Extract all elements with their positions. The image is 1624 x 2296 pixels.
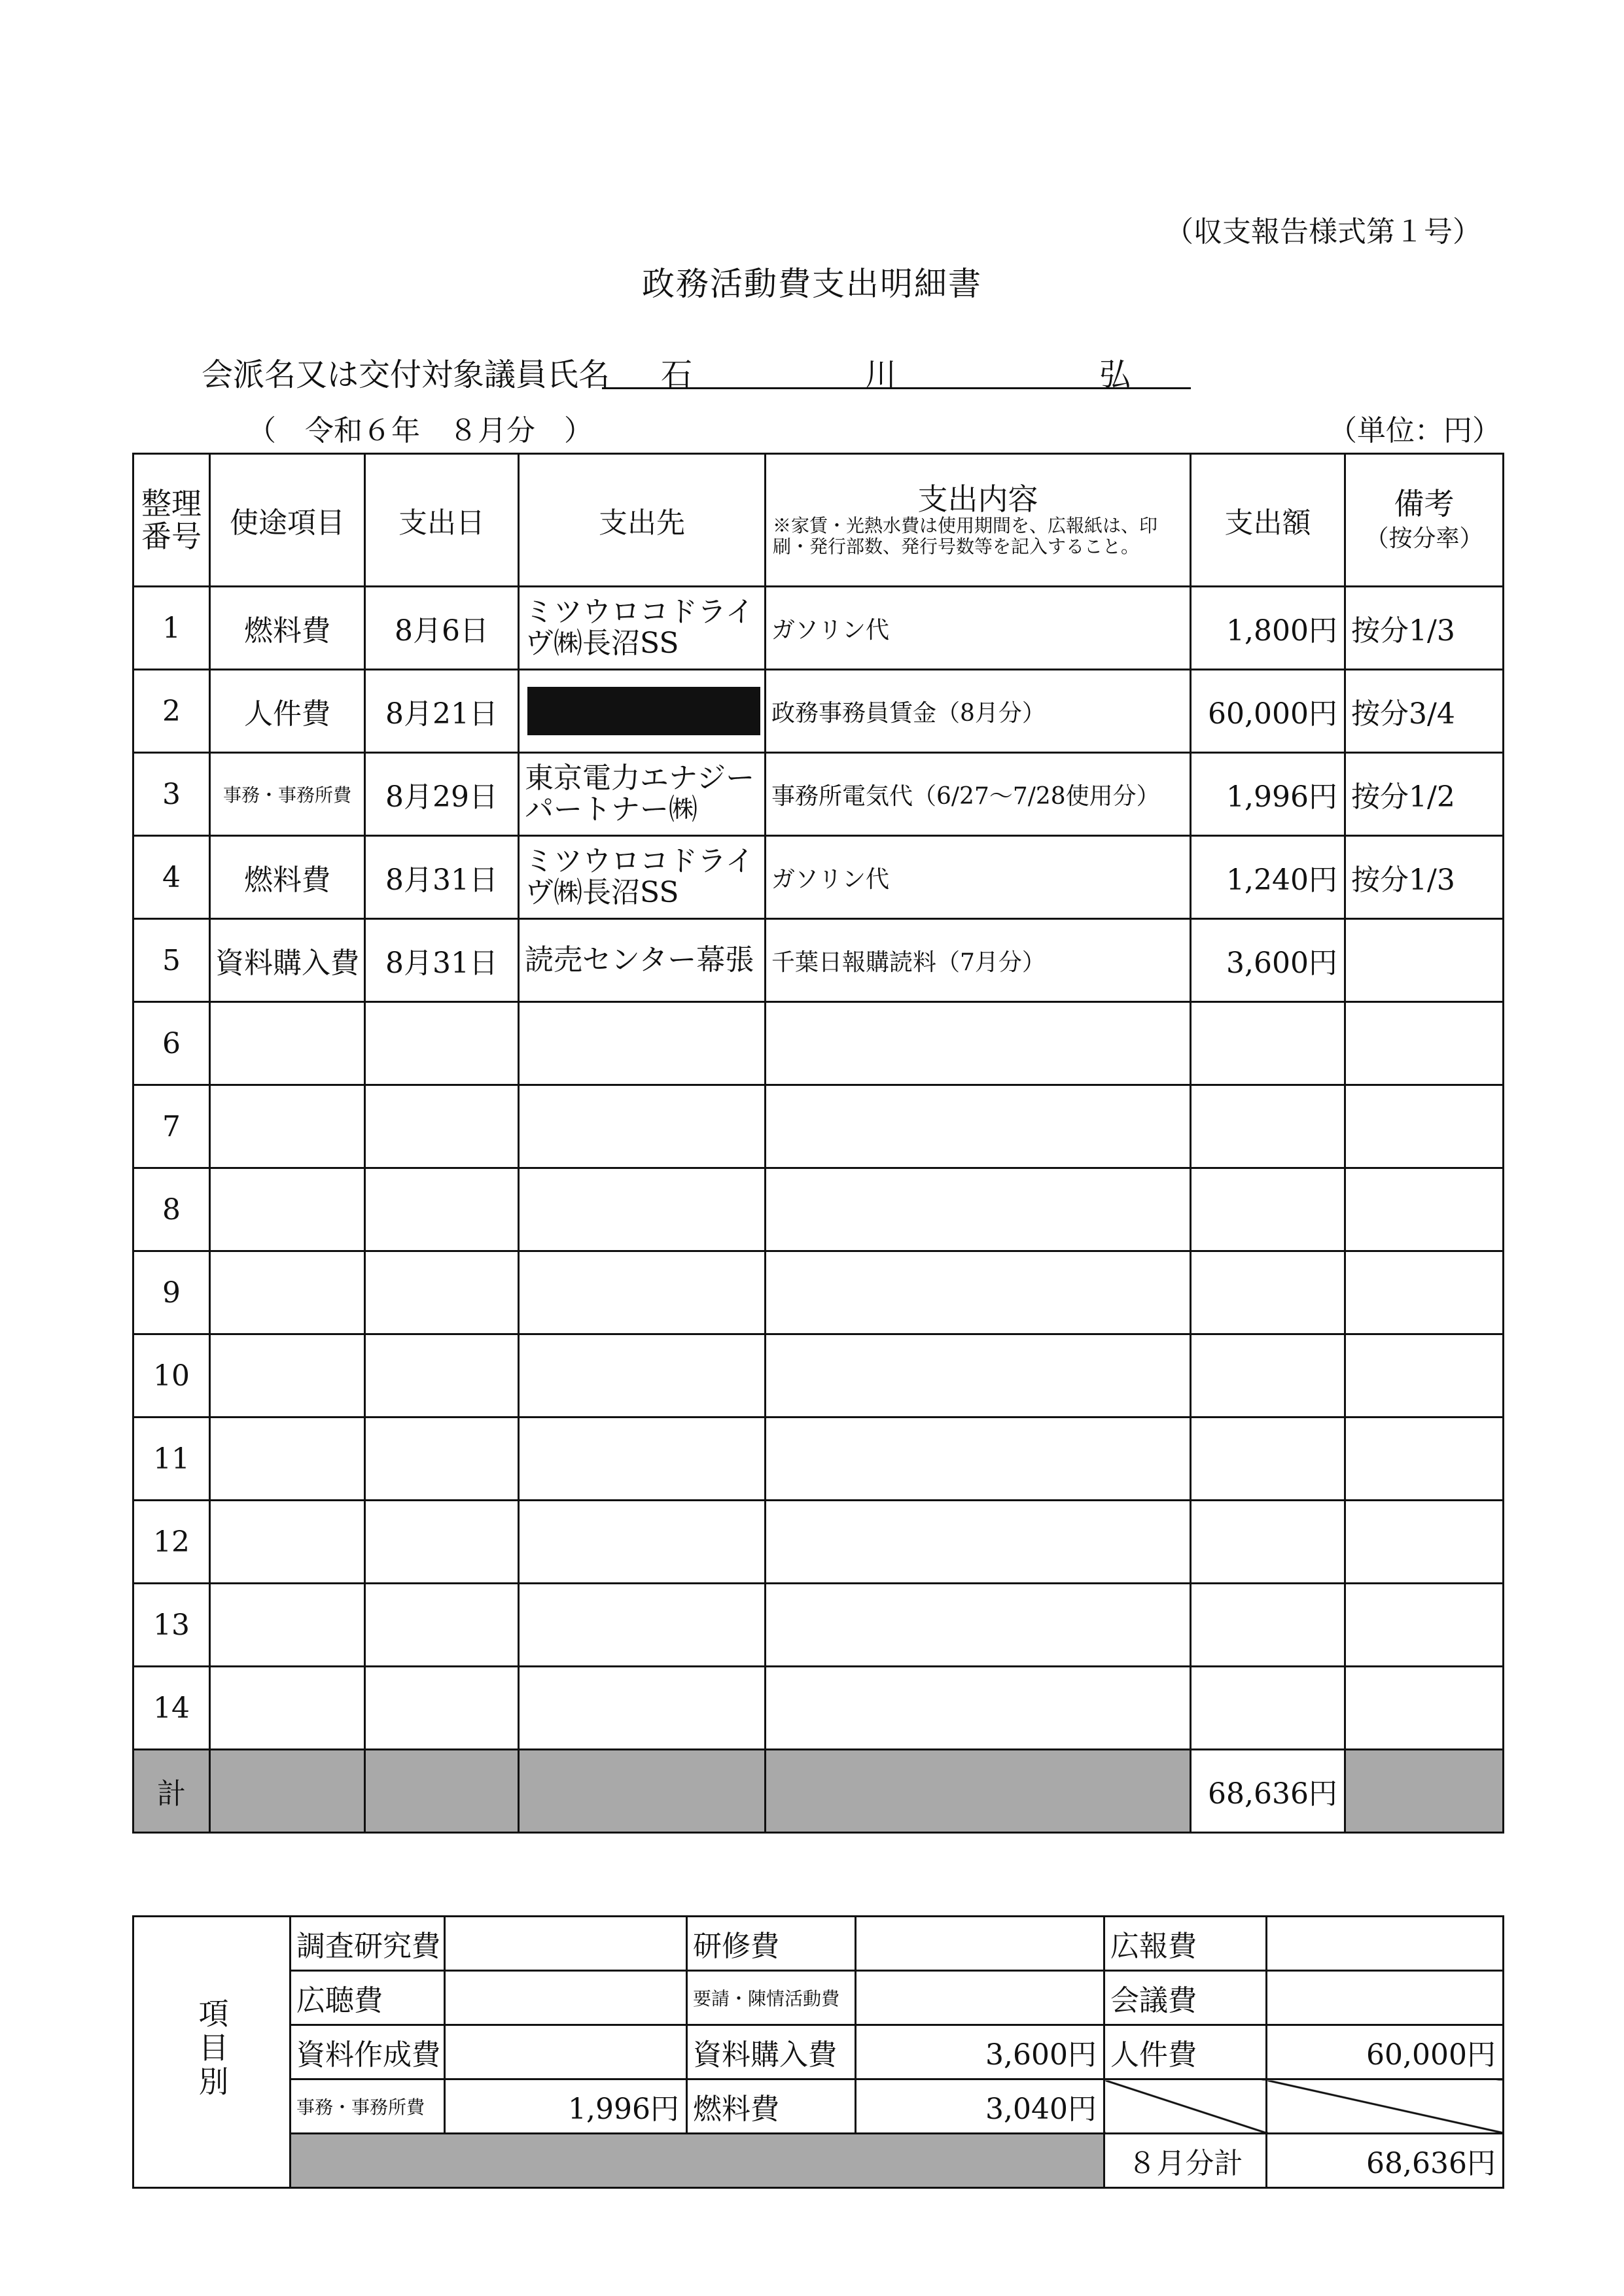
row-payee: 東京電力エナジーパートナー㈱: [519, 753, 766, 836]
row-payee: 読売センター幕張: [519, 919, 766, 1002]
table-row: [133, 753, 1504, 836]
row-number: 11: [133, 1418, 210, 1501]
header-date: 支出日: [365, 454, 519, 587]
row-number: 2: [133, 670, 210, 753]
row-content: ガソリン代: [766, 836, 1191, 919]
category-summary-table: [132, 1915, 1504, 2189]
summary-section-label: 項目別: [133, 1917, 291, 2188]
name-part-family-2: 川: [865, 357, 897, 393]
row-amount: 1,240円: [1191, 836, 1345, 919]
header-item: 使途項目: [210, 454, 365, 587]
summary-month-total-label: ８月分計: [1104, 2134, 1267, 2188]
table-row: [133, 1168, 1504, 1251]
row-remarks: 按分3/4: [1345, 670, 1504, 753]
summary-fuel-amount: 3,040円: [856, 2079, 1104, 2134]
row-number: 1: [133, 587, 210, 670]
summary-hearing-amount: [445, 1971, 687, 2025]
summary-office-label: 事務・事務所費: [291, 2079, 445, 2134]
summary-research-amount: [445, 1917, 687, 1971]
row-number: 14: [133, 1667, 210, 1750]
row-item: 燃料費: [210, 836, 365, 919]
summary-personnel-label: 人件費: [1104, 2025, 1267, 2079]
header-seq: 整理 番号: [133, 454, 210, 587]
row-content: 千葉日報購読料（7月分）: [766, 919, 1191, 1002]
summary-month-total: 68,636円: [1267, 2134, 1504, 2188]
row-number: 13: [133, 1584, 210, 1667]
header-remarks: 備考 （按分率）: [1345, 454, 1504, 587]
table-row: [133, 1002, 1504, 1085]
row-amount: 60,000円: [1191, 670, 1345, 753]
total-row: [133, 1750, 1504, 1833]
row-item: 事務・事務所費: [210, 753, 365, 836]
summary-meeting-label: 会議費: [1104, 1971, 1267, 2025]
row-number: 9: [133, 1251, 210, 1334]
summary-doc-purchase-label: 資料購入費: [687, 2025, 856, 2079]
table-row: [133, 836, 1504, 919]
page-title: 政務活動費支出明細書: [642, 265, 982, 303]
name-part-given: 弘: [1099, 357, 1131, 393]
table-row: [133, 1085, 1504, 1168]
row-amount: 1,996円: [1191, 753, 1345, 836]
row-date: 8月21日: [365, 670, 519, 753]
row-number: 7: [133, 1085, 210, 1168]
table-row: [133, 1584, 1504, 1667]
row-number: 6: [133, 1002, 210, 1085]
total-amount: 68,636円: [1191, 1750, 1345, 1833]
form-number: （収支報告様式第１号）: [1165, 215, 1481, 249]
summary-office-amount: 1,996円: [445, 2079, 687, 2134]
row-remarks: 按分1/3: [1345, 587, 1504, 670]
summary-pr-amount: [1267, 1917, 1504, 1971]
table-row: [133, 1667, 1504, 1750]
header-amount: 支出額: [1191, 454, 1345, 587]
summary-doc-creation-amount: [445, 2025, 687, 2079]
report-period: （ 令和６年 ８月分 ）: [247, 414, 593, 447]
row-number: 10: [133, 1334, 210, 1418]
summary-pr-label: 広報費: [1104, 1917, 1267, 1971]
row-item: 燃料費: [210, 587, 365, 670]
header-content: 支出内容 ※家賃・光熱水費は使用期間を、広報紙は、印刷・発行部数、発行号数等を記入すること。: [766, 454, 1191, 587]
row-content: 事務所電気代（6/27～7/28使用分）: [766, 753, 1191, 836]
summary-petition-label: 要請・陳情活動費: [687, 1971, 856, 2025]
total-label: 計: [133, 1750, 210, 1833]
row-number: 12: [133, 1501, 210, 1584]
row-remarks: 按分1/3: [1345, 836, 1504, 919]
row-item: 資料購入費: [210, 919, 365, 1002]
summary-research-label: 調査研究費: [291, 1917, 445, 1971]
table-row: [133, 1418, 1504, 1501]
row-number: 3: [133, 753, 210, 836]
table-header-row: [133, 454, 1504, 587]
summary-doc-purchase-amount: 3,600円: [856, 2025, 1104, 2079]
header-payee: 支出先: [519, 454, 766, 587]
name-part-family: 石: [661, 357, 693, 393]
summary-empty-slash: [1104, 2079, 1267, 2134]
row-content: 政務事務員賃金（8月分）: [766, 670, 1191, 753]
table-row: [133, 1334, 1504, 1418]
unit-label: （単位：円）: [1328, 414, 1501, 447]
summary-doc-creation-label: 資料作成費: [291, 2025, 445, 2079]
row-payee: ミツウロコドライヴ㈱長沼SS: [519, 587, 766, 670]
row-item: 人件費: [210, 670, 365, 753]
summary-training-amount: [856, 1917, 1104, 1971]
summary-personnel-amount: 60,000円: [1267, 2025, 1504, 2079]
summary-gray-fill: [291, 2134, 1104, 2188]
row-payee: [519, 670, 766, 753]
row-date: 8月31日: [365, 836, 519, 919]
summary-meeting-amount: [1267, 1971, 1504, 2025]
redacted-block: [527, 687, 760, 735]
table-row: [133, 919, 1504, 1002]
row-number: 8: [133, 1168, 210, 1251]
row-remarks: [1345, 919, 1504, 1002]
row-content: ガソリン代: [766, 587, 1191, 670]
row-date: 8月31日: [365, 919, 519, 1002]
row-payee: ミツウロコドライヴ㈱長沼SS: [519, 836, 766, 919]
summary-training-label: 研修費: [687, 1917, 856, 1971]
row-number: 5: [133, 919, 210, 1002]
table-row: [133, 1501, 1504, 1584]
summary-empty-slash: [1267, 2079, 1504, 2134]
name-underline: [602, 387, 1191, 389]
summary-hearing-label: 広聴費: [291, 1971, 445, 2025]
table-row: [133, 670, 1504, 753]
row-number: 4: [133, 836, 210, 919]
summary-fuel-label: 燃料費: [687, 2079, 856, 2134]
row-remarks: 按分1/2: [1345, 753, 1504, 836]
expense-table: [132, 453, 1504, 1834]
table-row: [133, 1251, 1504, 1334]
name-label: 会派名又は交付対象議員氏名: [202, 357, 610, 393]
row-date: 8月6日: [365, 587, 519, 670]
table-row: [133, 587, 1504, 670]
row-amount: 3,600円: [1191, 919, 1345, 1002]
summary-petition-amount: [856, 1971, 1104, 2025]
row-date: 8月29日: [365, 753, 519, 836]
row-amount: 1,800円: [1191, 587, 1345, 670]
